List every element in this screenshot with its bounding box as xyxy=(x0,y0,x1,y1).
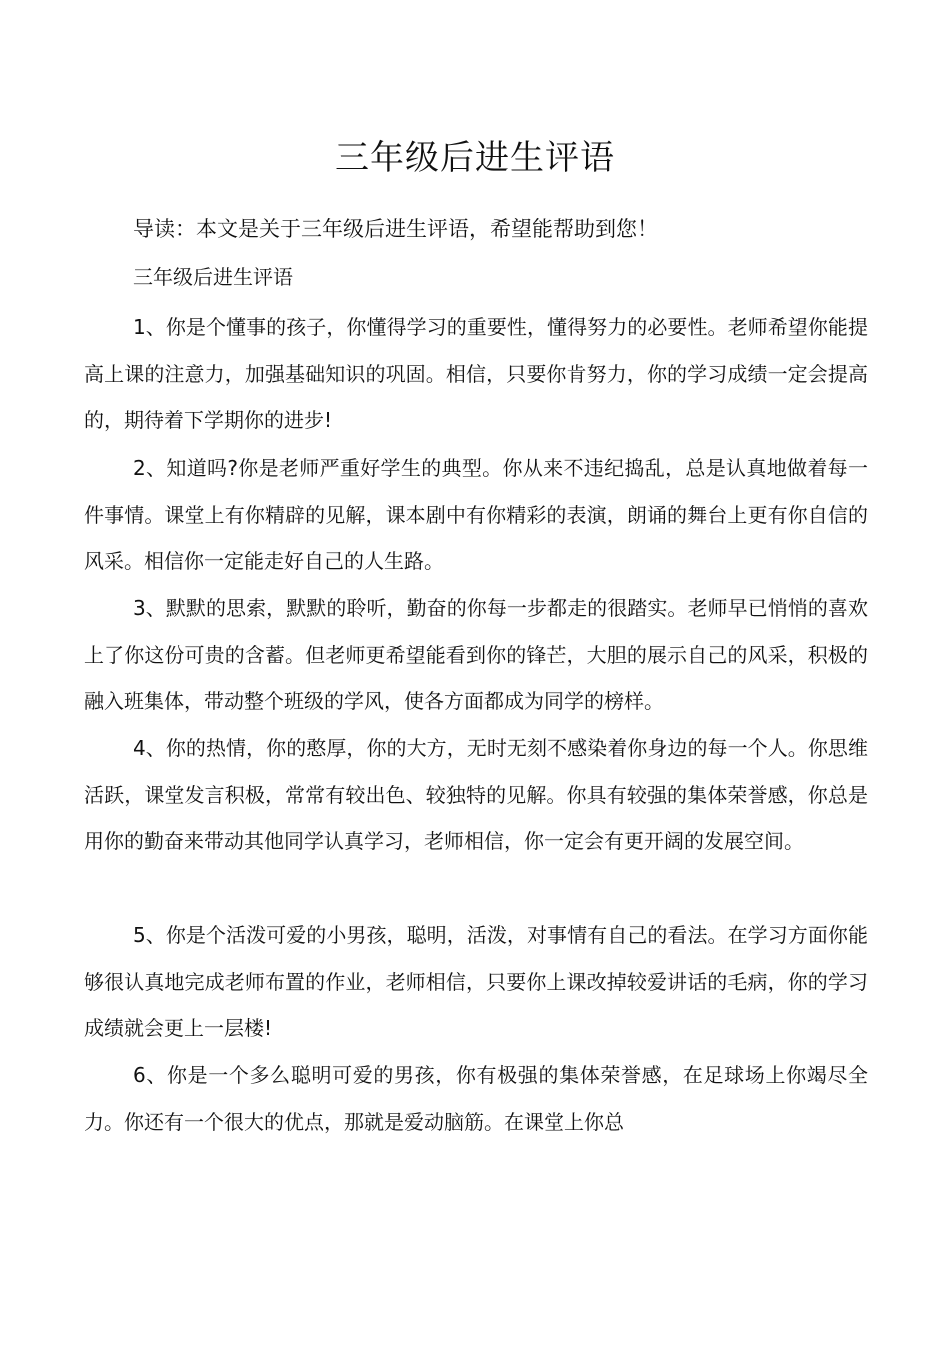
comment-paragraph-3: 3、默默的思索，默默的聆听，勤奋的你每一步都走的很踏实。老师早已悄悄的喜欢上了你这份可贵的含蓄。但老师更希望能看到你的锋芒，大胆的展示自己的风采，积极的融入班集体，带动整个班级的学风，使各方面都成为同学的榜样。 xyxy=(84,596,868,714)
intro-text: 导读：本文是关于三年级后进生评语，希望能帮助到您！ xyxy=(133,217,658,241)
comment-paragraph-5: 5、你是个活泼可爱的小男孩，聪明，活泼，对事情有自己的看法。在学习方面你能够很认真地完成老师布置的作业，老师相信，只要你上课改掉较爱讲话的毛病，你的学习成绩就会更上一层楼! xyxy=(84,923,868,1041)
comment-paragraph-2: 2、知道吗?你是老师严重好学生的典型。你从来不违纪捣乱，总是认真地做着每一件事情。课堂上有你精辟的见解，课本剧中有你精彩的表演，朗诵的舞台上更有你自信的风采。相信你一定能走好自己的人生路。 xyxy=(84,456,868,574)
document-title: 三年级后进生评语 xyxy=(335,138,615,178)
comment-paragraph-4: 4、你的热情，你的憨厚，你的大方，无时无刻不感染着你身边的每一个人。你思维活跃，课堂发言积极，常常有较出色、较独特的见解。你具有较强的集体荣誉感，你总是用你的勤奋来带动其他同学认真学习，老师相信，你一定会有更开阔的发展空间。 xyxy=(84,736,868,854)
comment-paragraph-6: 6、你是一个多么聪明可爱的男孩，你有极强的集体荣誉感，在足球场上你竭尽全力。你还有一个很大的优点，那就是爱动脑筋。在课堂上你总 xyxy=(84,1063,868,1134)
section-subtitle: 三年级后进生评语 xyxy=(133,265,293,289)
comment-paragraph-1: 1、你是个懂事的孩子，你懂得学习的重要性，懂得努力的必要性。老师希望你能提高上课的注意力，加强基础知识的巩固。相信，只要你肯努力，你的学习成绩一定会提高的，期待着下学期你的进步! xyxy=(84,315,868,433)
